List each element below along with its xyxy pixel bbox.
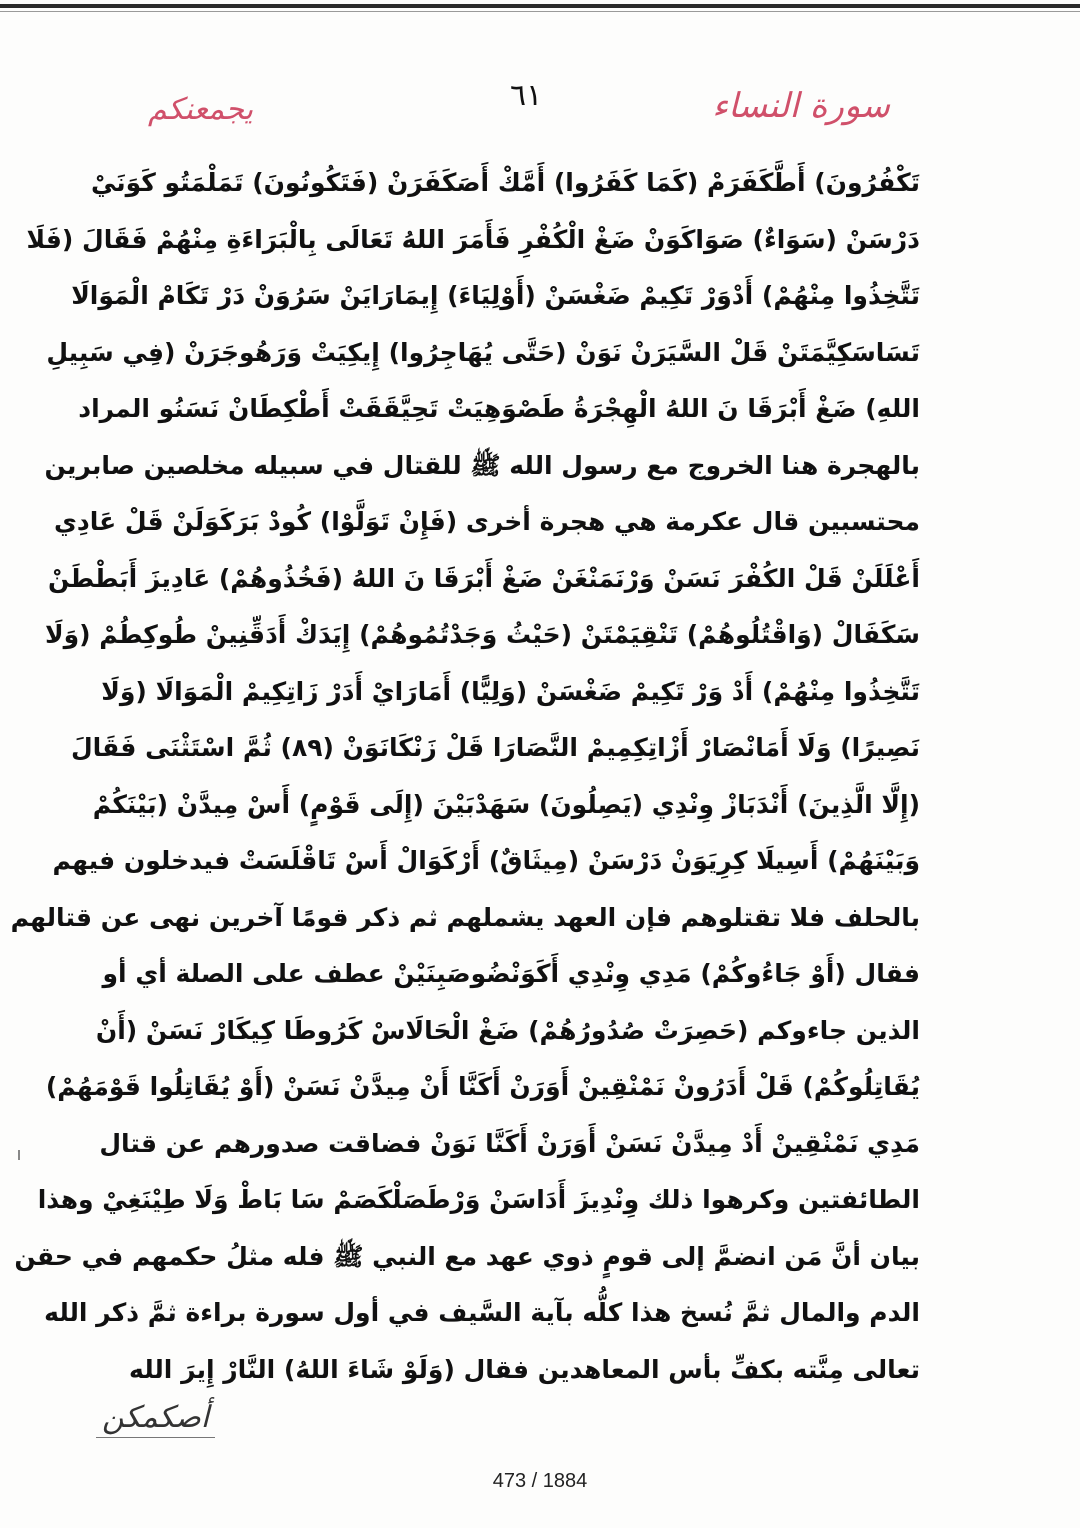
- text-line: مَدِي نَمْنْقِينْ أَدْ مِيدَّنْ نَسَنْ أَوَرَنْ أَكَنَّا نَوَنْ فضاقت صدورهم عن قتال: [99, 1128, 920, 1158]
- text-line: وَبَيْنَهُمْ) أَسِيلَا كِرِيَوَنْ دَرْسَنْ (مِيثَاقٌ) أَرْكَوَالْ أَسْ تَاقْلَسَتْ فيدخلون فيهم: [52, 846, 920, 875]
- text-line: الذين جاءوكم (حَصِرَتْ صُدُورُهُمْ) ضَغْ الْحَالَاسْ كَرُوطَا كِيكَارْ نَسَنْ (أَنْ: [95, 1015, 920, 1045]
- text-line: دَرْسَنْ (سَوَاءٌ) صَوَاكَوَنْ ضَغْ الْكُفْرِ فَأَمَرَ اللهُ تَعَالَى بِالْبَرَاءَةِ مِنْهُمْ فَقَالَ (فَلَا: [26, 224, 920, 254]
- text-line: تَكْفُرُونَ) أَطَّكَفَرَمْ (كَمَا كَفَرُوا) أَمَّكْ أَصَكَفَرَنْ (فَتَكُونُونَ) تَمَلْمَتُو كَوَنَيْ: [90, 168, 920, 197]
- text-line: تعالى مِنَّته بكفِّ بأس المعاهدين فقال (وَلَوْ شَاءَ اللهُ) النَّارْ إِيرَ الله: [129, 1354, 920, 1384]
- text-line: بالهجرة هنا الخروج مع رسول الله ﷺ للقتال في سبيله مخلصين صابرين: [44, 450, 920, 480]
- text-line: يُقَاتِلُوكُمْ) قَلْ أَدَرُونْ نَمْنْقِينْ أَوَرَنْ أَكَنَّا أَنْ مِيدَّنْ نَسَنْ (أَوْ يُقَاتِلُوا قَوْمَهُمْ): [45, 1072, 920, 1101]
- text-line: نَصِيرًا) وَلَا أَمَانْصَارْ أَزْاتِكِمِيمْ النَّصَارَا قَلْ زَنْكَانَوَنْ (٨٩) ثُمَّ اسْتَثْنَى فَقَالَ: [70, 733, 920, 762]
- text-line: بالحلف فلا تقتلوهم فإن العهد يشملهم ثم ذكر قومًا آخرين نهى عن قتالهم: [10, 902, 920, 932]
- text-line: بيان أنَّ مَن انضمَّ إلى قومٍ ذوي عهد مع النبي ﷺ فله مثلُ حكمهم في حقن: [14, 1241, 920, 1271]
- text-line: تَتَّخِذُوا مِنْهُمْ) أَدْوَرْ تَكِيمْ ضَغْسَنْ (أَوْلِيَاءَ) إِيمَارَايَنْ سَرُوَنْ دَرْ تَكَامْ الْمَوَالَا: [71, 281, 920, 310]
- text-line: اللهِ) ضَغْ أَبْرَقَا نَ اللهُ الْهِجْرَةُ طَصْوَهِيَتْ تَحِيَّقَقَتْ أَطْكِطَانْ نَسَنُو المراد: [78, 394, 920, 423]
- text-line: تَسَاسَكِيَّمَتَنْ قَلْ السَّيَرَنْ نَوَنْ (حَتَّى يُهَاجِرُوا) إِيكِيَتْ وَرَهُوجَرَنْ (فِي سَبِيلِ: [46, 337, 920, 367]
- text-line: سَكَفَالْ (وَاقْتُلُوهُمْ) تَنْقِيَمْتَنْ (حَيْثُ وَجَدْتُمُوهُمْ) إِيَدَكْ أَدَقِّنِينْ طُوكِطُمْ (وَلَا: [44, 620, 920, 649]
- page-counter: 473 / 1884: [492, 1470, 588, 1492]
- text-line: الدم والمال ثمَّ نُسخ هذا كلُّه بآية السَّيف في أول سورة براءة ثمَّ ذكر الله: [44, 1298, 920, 1327]
- text-line: (إِلَّا الَّذِينَ) أَنْدَبَازْ وِنْدِي (يَصِلُونَ) سَهَدْبَيْنَ (إِلَى قَوْمٍ) أَسْ مِيدَّنْ (بَيْنَكُمْ: [92, 789, 920, 819]
- margin-mark: [18, 1150, 20, 1160]
- text-line: فقال (أَوْ جَاءُوكُمْ) مَدِي وِنْدِي أَكَوَنْضُوصَبِنَيْنْ عطف على الصلة أي أو: [102, 959, 920, 988]
- handwritten-signature: أصكمكن: [96, 1400, 215, 1438]
- text-line: محتسبين قال عكرمة هي هجرة أخرى (فَإِنْ تَوَلَّوْا) كُودْ بَرَكَوَلَنْ قَلْ عَادِي: [54, 507, 920, 536]
- surah-name-annotation: سورة النساء: [712, 86, 890, 126]
- page-number: ٦١: [510, 78, 543, 113]
- text-line: أَعْلَلَنْ قَلْ الكُفْرَ نَسَنْ وَرْنَمَنْغَنْ ضَغْ أَبْرَقَا نَ اللهُ (فَخُذُوهُمْ) عَادِيزَ أَبَطْطَنْ: [48, 563, 920, 593]
- top-border-thin-line: [0, 11, 1080, 12]
- text-line: الطائفتين وكرهوا ذلك وِنْدِيزَ أَدَاسَنْ وَرْطَصَلْكَصَمْ سَا بَاطْ وَلَا طِيْنَغِيْ وهذا: [37, 1185, 920, 1214]
- top-border-line: [0, 4, 1080, 8]
- text-line: تَتَّخِذُوا مِنْهُمْ) أَدْ وَرْ تَكِيمْ ضَغْسَنْ (وَلِيًّا) أَمَارَايْ أَدَرْ زَاتِكِيمْ الْمَوَالَا (وَلَا: [101, 676, 920, 706]
- catchword-annotation: يجمعنكم: [148, 92, 254, 127]
- manuscript-body: [10, 155, 920, 1398]
